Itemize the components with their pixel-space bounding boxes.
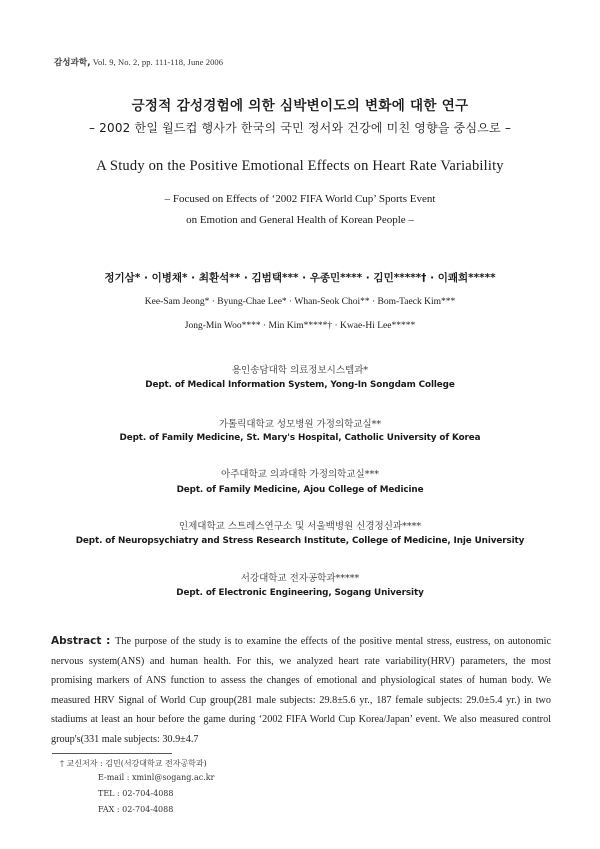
affiliation-2-korean: 가톨릭대학교 성모병원 가정의학교실** (218, 419, 382, 430)
footnote-email: E-mail : xminl@sogang.ac.kr (98, 773, 215, 782)
affiliation-2-english: Dept. of Family Medicine, St. Mary's Hospital, Catholic University of Korea (119, 433, 481, 443)
english-title: A Study on the Positive Emotional Effects on Heart Rate Variability (96, 158, 504, 174)
journal-citation (54, 56, 223, 68)
abstract-text: The purpose of the study is to examine the effects of the positive mental stress, eustress, on autonomic nervous system(ANS) and human health. For this, we analyzed heart rate variability(HRV) parameters, the most promising markers of ANS function to assess the changes of emotional and physiological states of human body. We measured HRV Signal of World Cup group(281 male subjects: 29.8±5.6 yr., 187 female subjects: 29.0±5.4 yr.) in two stadiums at least an hour before the game during ‘2002 FIFA World Cup Korea/Japan’ event. We also measured control group's(331 male subjects: 30.9±4.7 (51, 636, 551, 745)
affiliation-3-korean: 아주대학교 의과대학 가정의학교실*** (221, 469, 379, 480)
footnote-corresponding-author: † 교신저자 : 김민(서강대학교 전자공학과) (60, 759, 207, 768)
korean-authors: 정기삼* · 이병채* · 최환석** · 김범택*** · 우종민**** · 김민*****† · 이쾌희***** (104, 272, 496, 284)
journal-name: 감성과학, (54, 58, 91, 68)
english-authors-line-2: Jong-Min Woo**** · Min Kim*****† · Kwae-Hi Lee***** (184, 321, 416, 331)
korean-title: 긍정적 감성경험에 의한 심박변이도의 변화에 대한 연구 (131, 98, 469, 114)
affiliation-5-english: Dept. of Electronic Engineering, Sogang University (176, 588, 424, 598)
affiliation-5-korean: 서강대학교 전자공학과***** (240, 573, 360, 584)
abstract-label: Abstract : (51, 635, 116, 647)
affiliation-1-english: Dept. of Medical Information System, Yong-In Songdam College (145, 380, 455, 390)
korean-subtitle: – 2002 한일 월드컵 행사가 한국의 국민 정서와 건강에 미친 영향을 중심으로 – (88, 121, 512, 135)
affiliation-1-korean: 용인송담대학 의료정보시스템과* (231, 365, 369, 376)
affiliation-4-korean: 인제대학교 스트레스연구소 및 서울백병원 신경정신과**** (178, 521, 422, 532)
english-subtitle-line-2: on Emotion and General Health of Korean People – (186, 214, 414, 226)
footnote-fax: FAX : 02-704-4088 (98, 805, 174, 814)
abstract-paragraph (51, 632, 551, 750)
english-subtitle-line-1: – Focused on Effects of ‘2002 FIFA World Cup’ Sports Event (164, 193, 436, 205)
affiliation-3-english: Dept. of Family Medicine, Ajou College of Medicine (176, 485, 424, 495)
footnote-divider (52, 753, 172, 754)
footnote-tel: TEL : 02-704-4088 (98, 789, 174, 798)
affiliation-4-english: Dept. of Neuropsychiatry and Stress Research Institute, College of Medicine, Inje University (75, 536, 525, 546)
english-authors-line-1: Kee-Sam Jeong* · Byung-Chae Lee* · Whan-Seok Choi** · Bom-Taeck Kim*** (144, 297, 456, 307)
citation-details: Vol. 9, No. 2, pp. 111-118, June 2006 (90, 57, 224, 67)
